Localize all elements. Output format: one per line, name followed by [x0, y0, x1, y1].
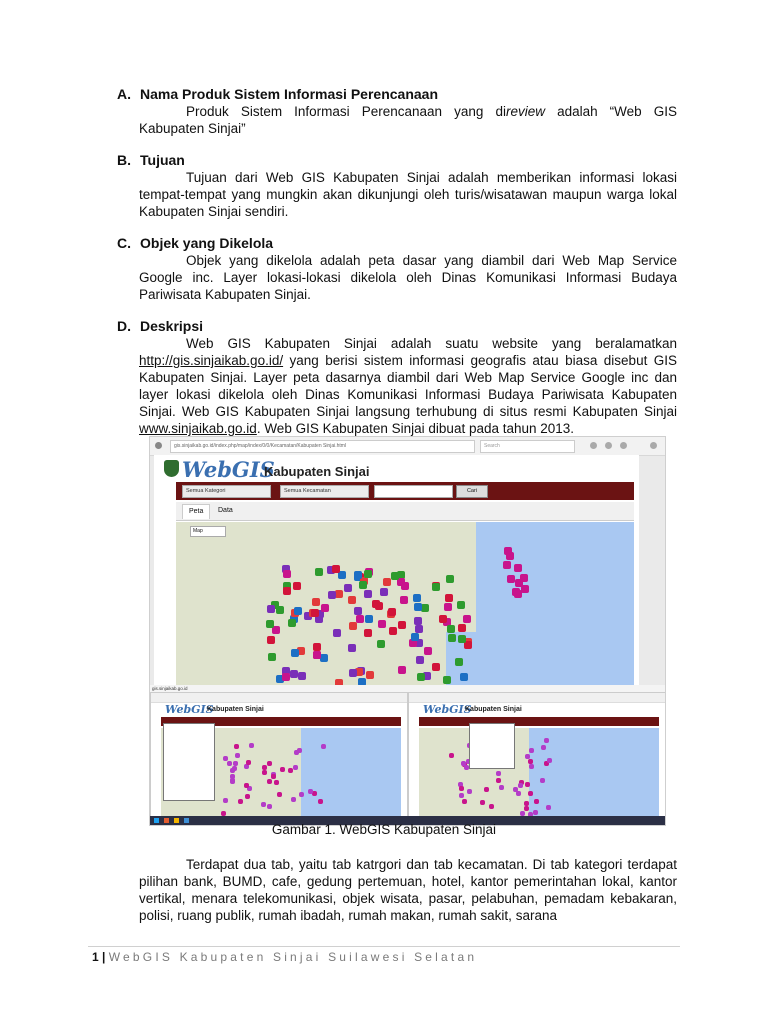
- section-b-text: Tujuan dari Web GIS Kabupaten Sinjai adalah memberikan informasi lokasi tempat-tempat yang mungkin akan dikunjungi oleh turis/wisatawan maupun warga lokal Kabupaten Sinjai sendiri.: [139, 170, 677, 219]
- poi-marker[interactable]: [299, 792, 304, 797]
- closing-paragraph: Terdapat dua tab, yaitu tab katrgori dan tab kecamatan. Di tab kategori terdapat pilihan bank, BUMD, cafe, gedung pertemuan, hotel, kantor pemerintahan lokal, kantor vertikal, menara telekomunikasi, objek wisata, pasar, pelabuhan, pemadam kebakaran, polisi, ruang publik, rumah ibadah, rumah makan, rumah sakit, sarana: [139, 857, 677, 923]
- kecamatan-dropdown[interactable]: [469, 723, 515, 769]
- webgis-logo: WebGIS: [182, 457, 275, 482]
- poi-marker[interactable]: [271, 774, 276, 779]
- section-a: [117, 86, 677, 137]
- poi-marker[interactable]: [333, 629, 341, 637]
- poi-marker[interactable]: [276, 606, 284, 614]
- filter-bar: [176, 482, 634, 500]
- poi-marker[interactable]: [525, 754, 530, 759]
- poi-marker[interactable]: [354, 571, 362, 579]
- poi-marker[interactable]: [332, 565, 340, 573]
- poi-marker[interactable]: [462, 799, 467, 804]
- footer-separator: |: [102, 950, 106, 964]
- poi-marker[interactable]: [372, 600, 380, 608]
- mini-logo: WebGIS: [165, 703, 214, 716]
- poi-marker[interactable]: [389, 627, 397, 635]
- poi-marker[interactable]: [267, 779, 272, 784]
- poi-marker[interactable]: [277, 792, 282, 797]
- footer-text: WebGIS Kabupaten Sinjai Suilawesi Selatan: [108, 950, 478, 964]
- poi-marker[interactable]: [315, 568, 323, 576]
- poi-marker[interactable]: [416, 656, 424, 664]
- poi-marker[interactable]: [460, 673, 468, 681]
- section-d-heading: D. Deskripsi: [117, 318, 204, 334]
- poi-marker[interactable]: [233, 761, 238, 766]
- poi-marker[interactable]: [459, 793, 464, 798]
- poi-marker[interactable]: [546, 805, 551, 810]
- search-input[interactable]: [374, 485, 453, 498]
- back-icon[interactable]: [155, 442, 162, 449]
- poi-marker[interactable]: [267, 636, 275, 644]
- poi-marker[interactable]: [267, 761, 272, 766]
- mini-browser-bar: [151, 693, 407, 703]
- mini-logo-subtitle: Kabupaten Sinjai: [207, 706, 264, 713]
- poi-marker[interactable]: [227, 761, 232, 766]
- poi-marker[interactable]: [297, 748, 302, 753]
- poi-marker[interactable]: [432, 583, 440, 591]
- section-a-text: Produk Sistem Informasi Perencanaan yang direview adalah “Web GIS Kabupaten Sinjai”: [139, 104, 678, 136]
- poi-marker[interactable]: [354, 607, 362, 615]
- poi-marker[interactable]: [457, 601, 465, 609]
- poi-marker[interactable]: [398, 621, 406, 629]
- poi-marker[interactable]: [544, 738, 549, 743]
- poi-marker[interactable]: [461, 761, 466, 766]
- page-footer: [92, 950, 477, 964]
- webgis-site: [154, 455, 639, 685]
- poi-marker[interactable]: [515, 579, 523, 587]
- poi-marker[interactable]: [439, 615, 447, 623]
- kategori-select[interactable]: Semua Kategori: [182, 485, 271, 498]
- poi-marker[interactable]: [380, 588, 388, 596]
- poi-marker[interactable]: [268, 653, 276, 661]
- section-d: [117, 318, 677, 437]
- section-d-text: Web GIS Kabupaten Sinjai adalah suatu website yang beralamatkan http://gis.sinjaikab.go.id/ yang berisi sistem informasi geografis atau biasa disebut GIS Kabupaten Sinjai. Layer peta dasarnya diambil dari Web Map Service Google inc dan layer lokasi dikelola oleh Dinas Komunikasi Informasi Budaya Pariwisata Kabupaten Sinjai. Web GIS Kabupaten Sinjai langsung terhubung di situs resmi Kabupaten Sinjai www.sinjaikab.go.id. Web GIS Kabupaten Sinjai dibuat pada tahun 2013.: [139, 336, 677, 436]
- poi-marker[interactable]: [262, 770, 267, 775]
- mini-screenshot-kecamatan: [408, 692, 666, 818]
- poi-marker[interactable]: [414, 617, 422, 625]
- poi-marker[interactable]: [358, 678, 366, 685]
- tab-data[interactable]: Data: [218, 507, 233, 514]
- poi-marker[interactable]: [249, 743, 254, 748]
- poi-marker[interactable]: [359, 581, 367, 589]
- poi-marker[interactable]: [230, 778, 235, 783]
- poi-marker[interactable]: [308, 789, 313, 794]
- poi-marker[interactable]: [234, 744, 239, 749]
- mini-filter-bar-2: [419, 717, 659, 726]
- poi-marker[interactable]: [294, 607, 302, 615]
- poi-marker[interactable]: [223, 756, 228, 761]
- map-type-select[interactable]: Map: [190, 526, 226, 537]
- poi-marker[interactable]: [459, 786, 464, 791]
- menu-icon[interactable]: [650, 442, 657, 449]
- poi-marker[interactable]: [266, 620, 274, 628]
- poi-marker[interactable]: [398, 666, 406, 674]
- poi-marker[interactable]: [238, 799, 243, 804]
- poi-marker[interactable]: [499, 785, 504, 790]
- poi-marker[interactable]: [232, 766, 237, 771]
- poi-marker[interactable]: [313, 643, 321, 651]
- poi-marker[interactable]: [414, 603, 422, 611]
- poi-marker[interactable]: [448, 634, 456, 642]
- poi-marker[interactable]: [391, 572, 399, 580]
- poi-marker[interactable]: [311, 609, 319, 617]
- poi-marker[interactable]: [344, 584, 352, 592]
- poi-marker[interactable]: [413, 594, 421, 602]
- poi-marker[interactable]: [533, 810, 538, 815]
- poi-marker[interactable]: [506, 552, 514, 560]
- poi-marker[interactable]: [235, 753, 240, 758]
- poi-marker[interactable]: [445, 594, 453, 602]
- poi-marker[interactable]: [293, 582, 301, 590]
- poi-marker[interactable]: [267, 804, 272, 809]
- browser-search[interactable]: Search: [480, 440, 575, 453]
- poi-marker[interactable]: [246, 760, 251, 765]
- section-a-heading: A. Nama Produk Sistem Informasi Perencanaan: [117, 86, 438, 102]
- poi-marker[interactable]: [364, 629, 372, 637]
- sinjaikab-link[interactable]: www.sinjaikab.go.id: [139, 421, 257, 436]
- poi-marker[interactable]: [377, 640, 385, 648]
- poi-marker[interactable]: [244, 764, 249, 769]
- poi-marker[interactable]: [547, 758, 552, 763]
- poi-marker[interactable]: [463, 615, 471, 623]
- poi-marker[interactable]: [496, 778, 501, 783]
- star-icon[interactable]: [590, 442, 597, 449]
- poi-marker[interactable]: [244, 783, 249, 788]
- poi-marker[interactable]: [321, 604, 329, 612]
- cari-button[interactable]: Cari: [456, 485, 488, 498]
- poi-marker[interactable]: [455, 658, 463, 666]
- webgis-screenshot: [149, 436, 666, 826]
- poi-marker[interactable]: [484, 787, 489, 792]
- section-b-heading: B. Tujuan: [117, 152, 185, 168]
- poi-marker[interactable]: [320, 654, 328, 662]
- url-bar[interactable]: gis.sinjaikab.go.id/index.php/map/index/0/0/Kecamatan/Kabupaten Sinjai.html: [170, 440, 475, 453]
- poi-marker[interactable]: [534, 799, 539, 804]
- poi-marker[interactable]: [349, 669, 357, 677]
- section-c: [117, 235, 677, 303]
- poi-marker[interactable]: [283, 570, 291, 578]
- poi-marker[interactable]: [280, 767, 285, 772]
- poi-marker[interactable]: [366, 671, 374, 679]
- poi-marker[interactable]: [388, 608, 396, 616]
- poi-marker[interactable]: [503, 561, 511, 569]
- poi-marker[interactable]: [290, 670, 298, 678]
- kategori-dropdown[interactable]: [163, 723, 215, 801]
- poi-marker[interactable]: [356, 615, 364, 623]
- poi-marker[interactable]: [401, 582, 409, 590]
- poi-marker[interactable]: [298, 672, 306, 680]
- tab-bar: [176, 502, 634, 521]
- poi-marker[interactable]: [364, 590, 372, 598]
- poi-marker[interactable]: [444, 603, 452, 611]
- poi-marker[interactable]: [318, 799, 323, 804]
- poi-marker[interactable]: [282, 673, 290, 681]
- mini-screenshot-kategori: [150, 692, 408, 818]
- poi-marker[interactable]: [528, 759, 533, 764]
- poi-marker[interactable]: [288, 619, 296, 627]
- figure-caption: Gambar 1. WebGIS Kabupaten Sinjai: [271, 822, 497, 837]
- poi-marker[interactable]: [512, 588, 520, 596]
- poi-marker[interactable]: [540, 778, 545, 783]
- poi-marker[interactable]: [274, 780, 279, 785]
- kecamatan-select[interactable]: Semua Kecamatan: [280, 485, 369, 498]
- poi-marker[interactable]: [449, 753, 454, 758]
- poi-marker[interactable]: [349, 622, 357, 630]
- sinjai-emblem-icon: [164, 460, 179, 477]
- poi-marker[interactable]: [524, 806, 529, 811]
- poi-marker[interactable]: [467, 789, 472, 794]
- poi-marker[interactable]: [291, 797, 296, 802]
- poi-marker[interactable]: [313, 651, 321, 659]
- mini-browser-bar-2: [409, 693, 665, 703]
- poi-marker[interactable]: [514, 564, 522, 572]
- poi-marker[interactable]: [400, 596, 408, 604]
- poi-marker[interactable]: [518, 783, 523, 788]
- poi-marker[interactable]: [288, 768, 293, 773]
- section-c-text: Objek yang dikelola adalah peta dasar yang diambil dari Web Map Service Google inc. Layer lokasi-lokasi dikelola oleh Dinas Komunikasi Informasi Budaya Pariwisata Kabupaten Sinjai.: [139, 253, 677, 302]
- poi-marker[interactable]: [458, 635, 466, 643]
- poi-marker[interactable]: [529, 764, 534, 769]
- poi-marker[interactable]: [321, 744, 326, 749]
- poi-marker[interactable]: [364, 570, 372, 578]
- poi-marker[interactable]: [293, 765, 298, 770]
- download-icon[interactable]: [605, 442, 612, 449]
- poi-marker[interactable]: [328, 591, 336, 599]
- webgis-logo-subtitle: Kabupaten Sinjai: [264, 464, 370, 479]
- poi-marker[interactable]: [507, 575, 515, 583]
- home-icon[interactable]: [620, 442, 627, 449]
- status-bar: gis.sinjaikab.go.id: [150, 685, 666, 692]
- poi-marker[interactable]: [312, 598, 320, 606]
- poi-marker[interactable]: [223, 798, 228, 803]
- poi-marker[interactable]: [525, 782, 530, 787]
- poi-marker[interactable]: [291, 649, 299, 657]
- poi-marker[interactable]: [261, 802, 266, 807]
- mini-map-2: [419, 728, 659, 817]
- poi-marker[interactable]: [432, 663, 440, 671]
- poi-marker[interactable]: [245, 794, 250, 799]
- poi-marker[interactable]: [348, 644, 356, 652]
- sea-area: [476, 522, 634, 685]
- poi-marker[interactable]: [513, 787, 518, 792]
- poi-marker[interactable]: [524, 801, 529, 806]
- poi-marker[interactable]: [335, 590, 343, 598]
- page-number: 1: [92, 950, 99, 964]
- poi-marker[interactable]: [529, 748, 534, 753]
- poi-marker[interactable]: [411, 633, 419, 641]
- map-view[interactable]: [176, 522, 634, 685]
- poi-marker[interactable]: [267, 605, 275, 613]
- poi-marker[interactable]: [365, 615, 373, 623]
- section-b: [117, 152, 677, 220]
- poi-marker[interactable]: [446, 575, 454, 583]
- poi-marker[interactable]: [424, 647, 432, 655]
- tab-peta[interactable]: Peta: [182, 504, 210, 519]
- poi-marker[interactable]: [443, 676, 451, 684]
- closing-section: [117, 856, 677, 924]
- poi-marker[interactable]: [417, 673, 425, 681]
- browser-toolbar: [150, 437, 665, 456]
- mini-logo-2: WebGIS: [423, 703, 472, 716]
- poi-marker[interactable]: [348, 596, 356, 604]
- mini-sea: [301, 728, 401, 817]
- gis-link[interactable]: http://gis.sinjaikab.go.id/: [139, 353, 284, 368]
- poi-marker[interactable]: [283, 587, 291, 595]
- mini-logo-subtitle-2: Kabupaten Sinjai: [465, 706, 522, 713]
- poi-marker[interactable]: [489, 804, 494, 809]
- poi-marker[interactable]: [480, 800, 485, 805]
- poi-marker[interactable]: [458, 624, 466, 632]
- footer-divider: [88, 946, 680, 947]
- poi-marker[interactable]: [383, 578, 391, 586]
- poi-marker[interactable]: [378, 620, 386, 628]
- poi-marker[interactable]: [496, 771, 501, 776]
- poi-marker[interactable]: [415, 625, 423, 633]
- poi-marker[interactable]: [541, 745, 546, 750]
- section-c-heading: C. Objek yang Dikelola: [117, 235, 274, 251]
- poi-marker[interactable]: [447, 625, 455, 633]
